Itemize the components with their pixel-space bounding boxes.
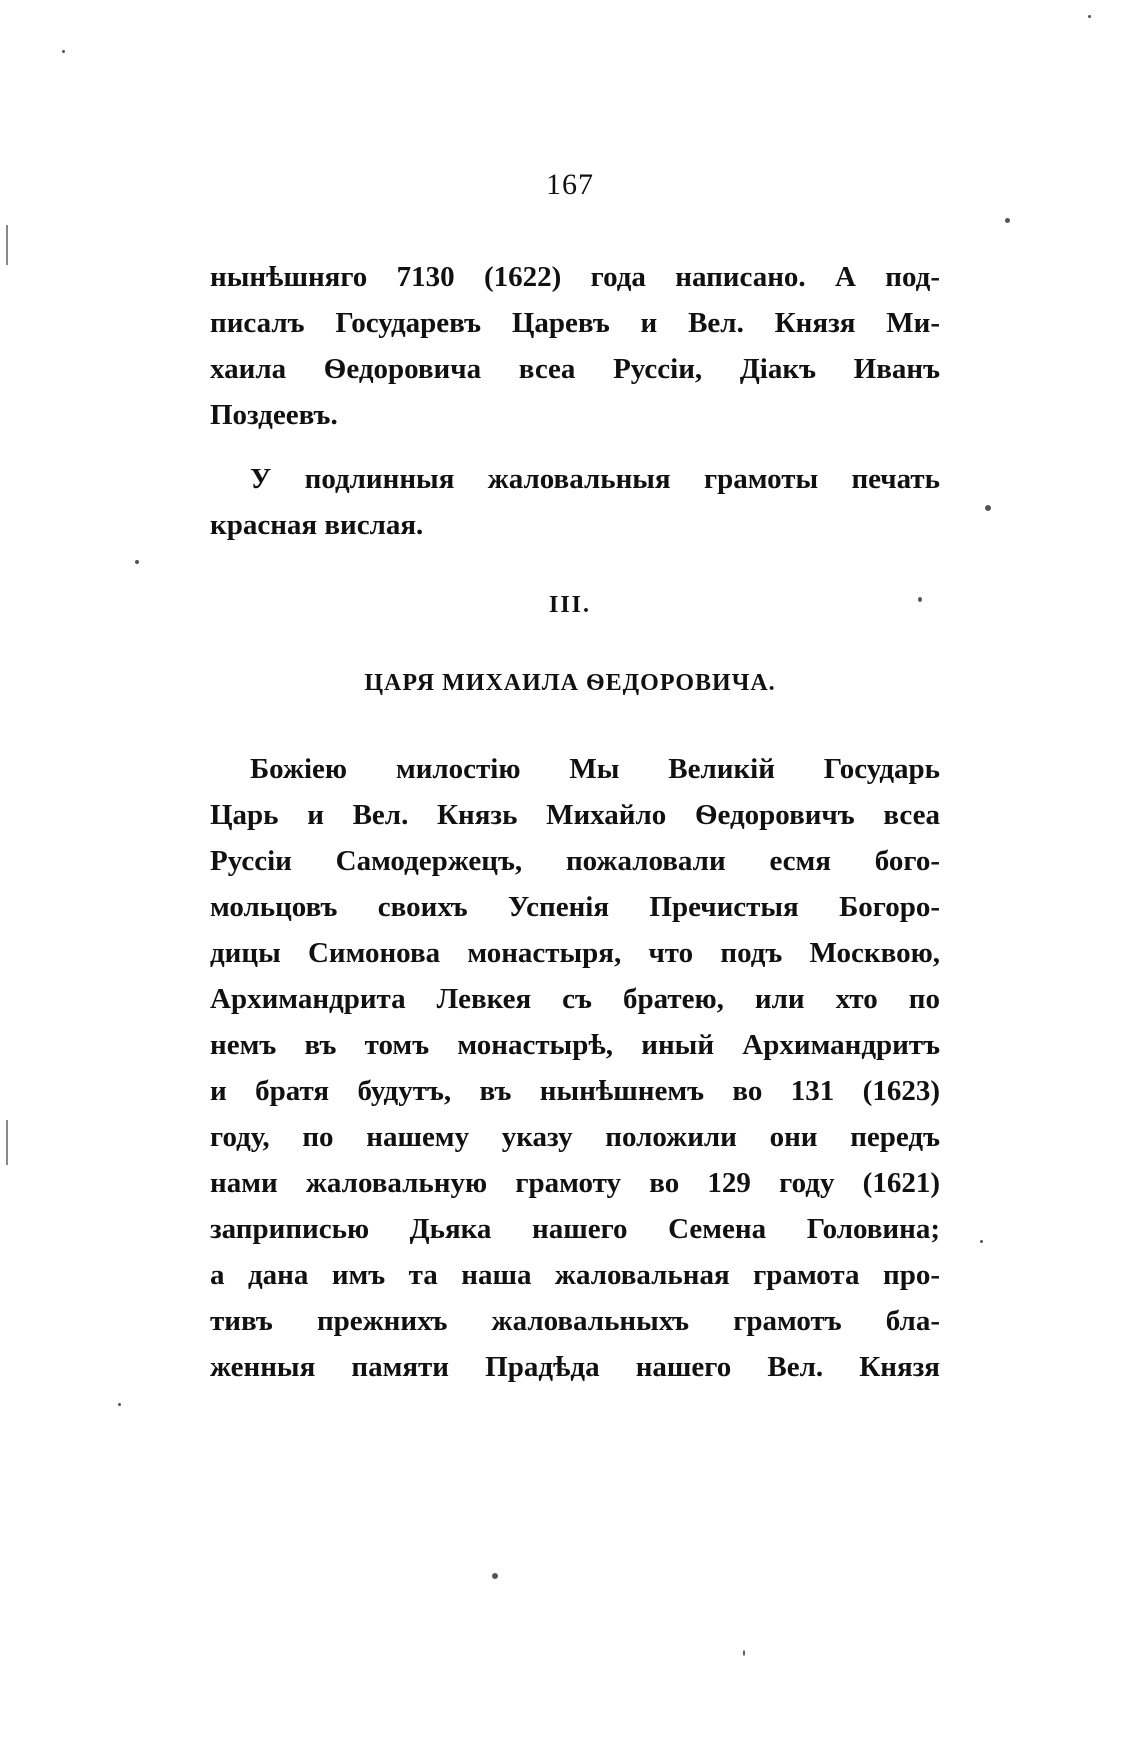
- scan-speck: [985, 505, 991, 511]
- scan-speck: [118, 1403, 121, 1406]
- scan-speck: [135, 560, 139, 564]
- scan-speck: [62, 50, 65, 53]
- scan-speck: [918, 597, 922, 602]
- text-line: Архимандрита Левкея съ братею, или хто по: [210, 983, 940, 1015]
- text-line: заприписью Дьяка нашего Семена Головина;: [210, 1213, 940, 1245]
- scan-edge-mark: [6, 225, 8, 265]
- text-line: и братя будутъ, въ нынѣшнемъ во 131 (1623): [210, 1075, 940, 1107]
- text-line: женныя памяти Прадѣда нашего Вел. Князя: [210, 1351, 940, 1383]
- charter-paragraph: [210, 746, 940, 1390]
- text-line: мольцовъ своихъ Успенія Пречистыя Богоро-: [210, 891, 940, 923]
- text-line: красная вислая.: [210, 509, 424, 541]
- scan-speck: [492, 1573, 498, 1579]
- text-line: писалъ Государевъ Царевъ и Вел. Князя Ми-: [210, 307, 940, 339]
- page-number: 167: [546, 168, 594, 201]
- scan-speck: [1005, 218, 1010, 223]
- scan-speck: [980, 1240, 983, 1243]
- intro-paragraph: [210, 254, 940, 438]
- text-line: Божіею милостію Мы Великій Государь: [250, 753, 940, 785]
- text-line: нами жаловальную грамоту во 129 году (1621): [210, 1167, 940, 1199]
- seal-paragraph: [210, 456, 940, 548]
- text-line: нынѣшняго 7130 (1622) года написано. А под-: [210, 261, 940, 293]
- text-line: дицы Симонова монастыря, что подъ Москвою,: [210, 937, 940, 969]
- text-line: Царь и Вел. Князь Михайло Ѳедоровичъ всеа: [210, 799, 940, 831]
- text-line: году, по нашему указу положили они передъ: [210, 1121, 940, 1153]
- text-line: Руссіи Самодержецъ, пожаловали есмя бого-: [210, 845, 940, 877]
- text-line: тивъ прежнихъ жаловальныхъ грамотъ бла-: [210, 1305, 940, 1337]
- scan-edge-mark: [6, 1120, 8, 1165]
- text-line: Поздеевъ.: [210, 399, 338, 431]
- scan-speck: [1088, 15, 1091, 18]
- scan-speck: [743, 1650, 745, 1656]
- section-number: III.: [548, 592, 592, 618]
- text-line: хаила Ѳедоровича всеа Руссіи, Діакъ Иванъ: [210, 353, 940, 385]
- text-line: У подлинныя жаловальныя грамоты печать: [250, 463, 940, 495]
- text-line: немъ въ томъ монастырѣ, иный Архимандритъ: [210, 1029, 940, 1061]
- section-title: ЦАРЯ МИХАИЛА ѲЕДОРОВИЧА.: [364, 670, 776, 696]
- text-line: а дана имъ та наша жаловальная грамота про-: [210, 1259, 940, 1291]
